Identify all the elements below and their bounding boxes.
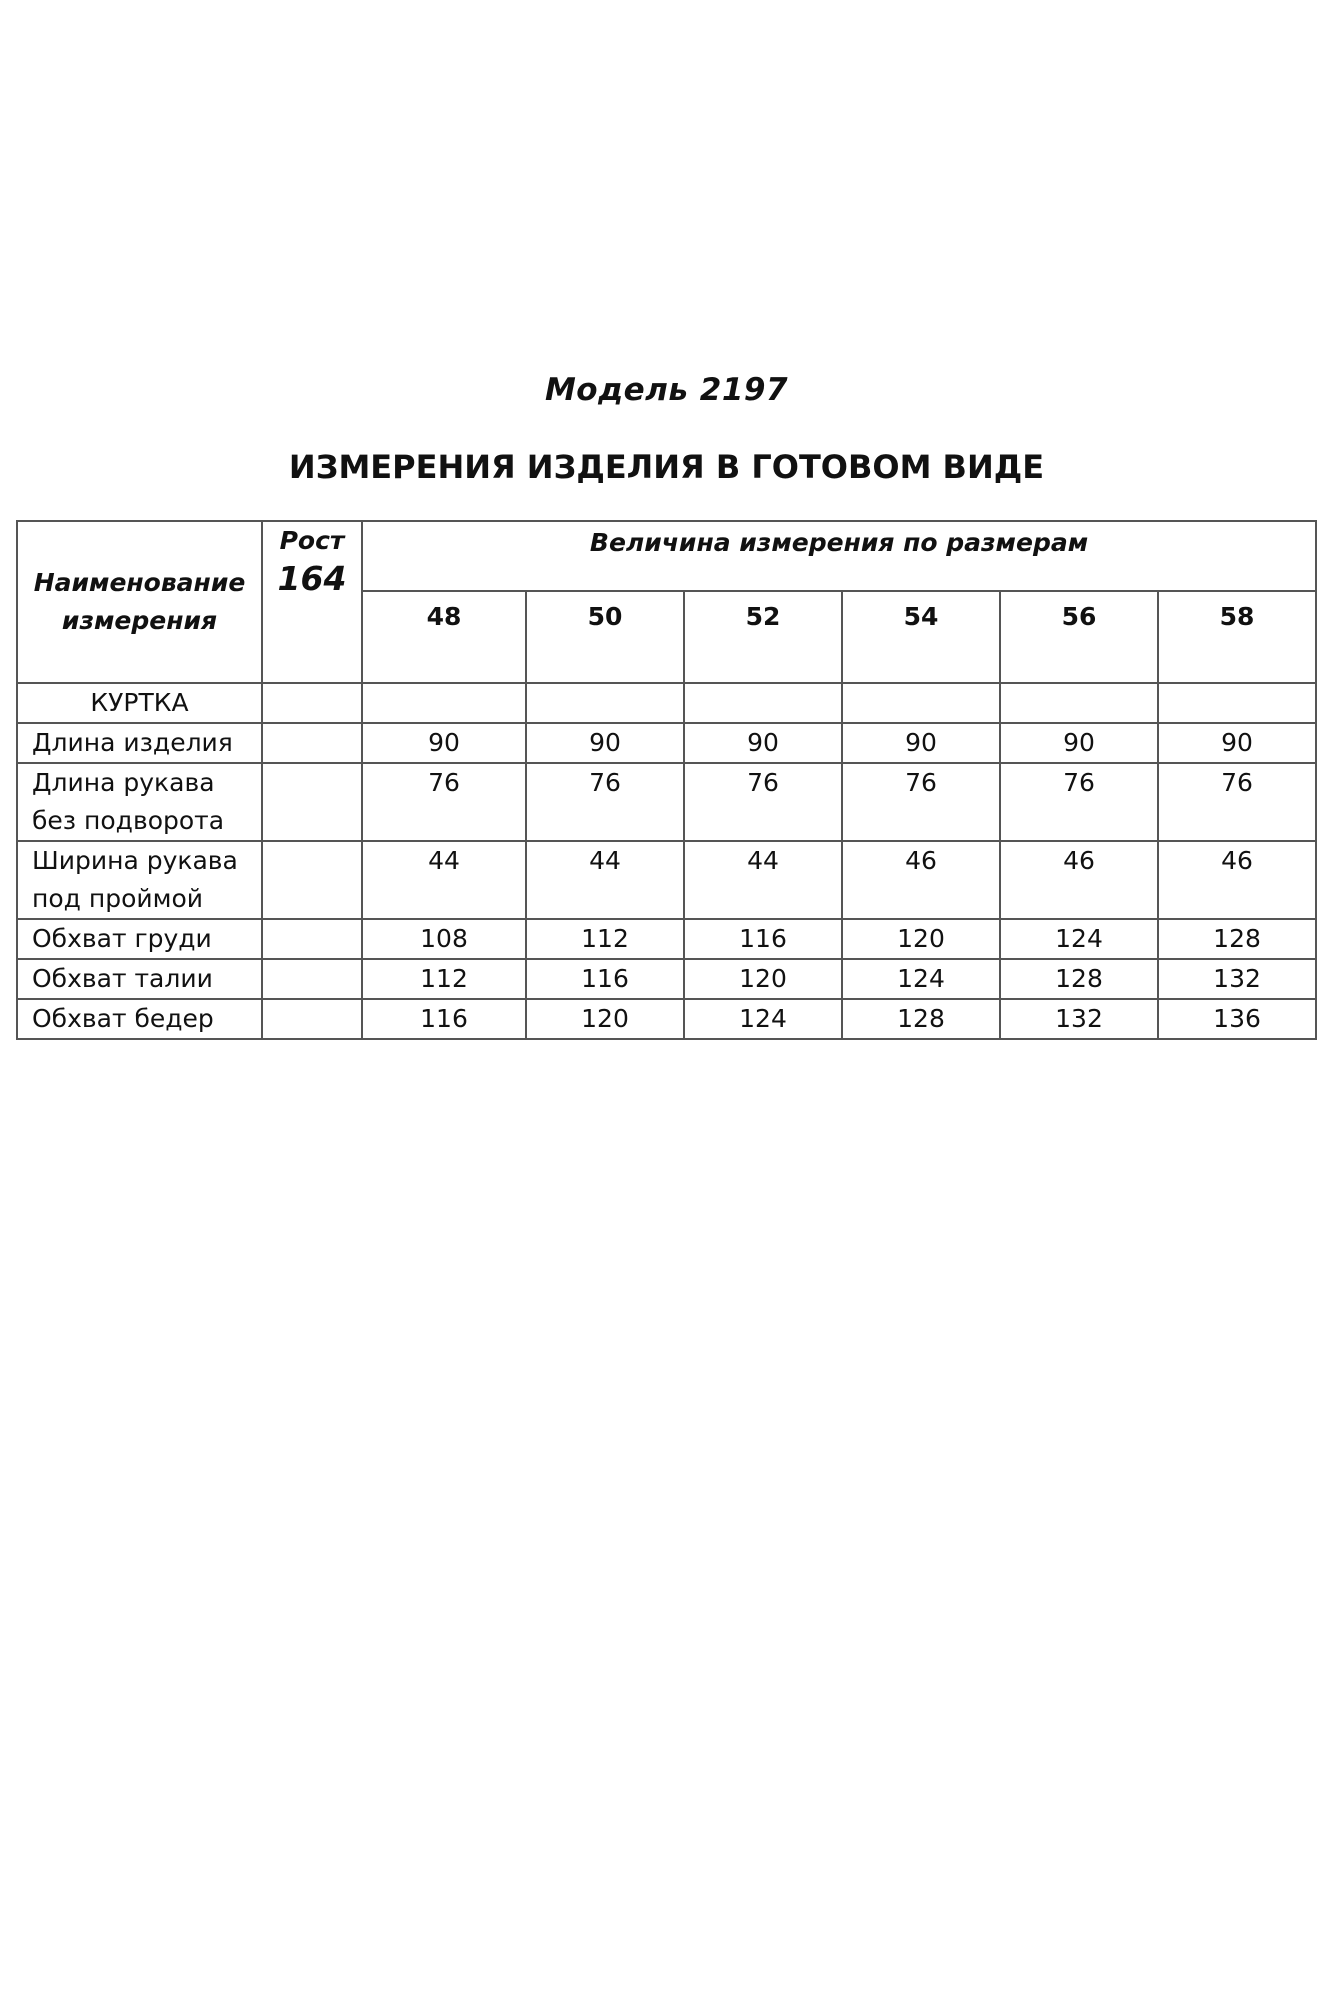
table-row (17, 841, 1316, 919)
measurement-value: 116 (684, 919, 842, 959)
table-row (17, 763, 1316, 841)
section-label: КУРТКА (17, 683, 262, 723)
empty-cell (1158, 683, 1316, 723)
measurement-value: 120 (526, 999, 684, 1039)
measurement-label: Обхват бедер (17, 999, 262, 1039)
measurement-value: 76 (526, 763, 684, 841)
empty-cell (526, 683, 684, 723)
measurement-value: 44 (362, 841, 526, 919)
page-title: ИЗМЕРЕНИЯ ИЗДЕЛИЯ В ГОТОВОМ ВИДЕ (288, 448, 1045, 486)
measurement-value: 136 (1158, 999, 1316, 1039)
measurement-value: 76 (1158, 763, 1316, 841)
measurement-value: 116 (362, 999, 526, 1039)
size-header: 50 (526, 591, 684, 683)
measurement-label: Длина рукава без подворота (17, 763, 262, 841)
measurement-value: 44 (684, 841, 842, 919)
measurement-value: 76 (842, 763, 1000, 841)
header-row (17, 521, 1316, 591)
measurement-value: 116 (526, 959, 684, 999)
growth-cell (262, 723, 362, 763)
growth-cell (262, 841, 362, 919)
measurement-value: 90 (526, 723, 684, 763)
measurement-value: 46 (1158, 841, 1316, 919)
measurement-value: 112 (362, 959, 526, 999)
empty-cell (842, 683, 1000, 723)
measurement-value: 124 (684, 999, 842, 1039)
size-header: 58 (1158, 591, 1316, 683)
growth-cell (262, 959, 362, 999)
growth-cell (262, 999, 362, 1039)
measurement-value: 132 (1158, 959, 1316, 999)
growth-cell (262, 763, 362, 841)
size-header: 56 (1000, 591, 1158, 683)
empty-cell (362, 683, 526, 723)
measurement-value: 90 (362, 723, 526, 763)
section-row (17, 683, 1316, 723)
measurement-value: 120 (684, 959, 842, 999)
measurement-label: Ширина рукава под проймой (17, 841, 262, 919)
measurement-label: Обхват груди (17, 919, 262, 959)
growth-header (262, 521, 362, 683)
measurement-value: 90 (1158, 723, 1316, 763)
measurement-value: 128 (1158, 919, 1316, 959)
size-header: 54 (842, 591, 1000, 683)
measurement-label: Обхват талии (17, 959, 262, 999)
growth-cell (262, 919, 362, 959)
measurement-value: 90 (1000, 723, 1158, 763)
measurement-value: 124 (1000, 919, 1158, 959)
table-row (17, 999, 1316, 1039)
model-title: Модель 2197 (544, 372, 789, 408)
measurement-value: 90 (684, 723, 842, 763)
growth-value: 164 (277, 559, 347, 598)
measurement-value: 108 (362, 919, 526, 959)
table-row (17, 723, 1316, 763)
measurement-value: 128 (842, 999, 1000, 1039)
measurement-value: 76 (1000, 763, 1158, 841)
empty-cell (1000, 683, 1158, 723)
measurement-value: 124 (842, 959, 1000, 999)
measurement-value: 120 (842, 919, 1000, 959)
measurement-value: 46 (1000, 841, 1158, 919)
measurement-value: 76 (362, 763, 526, 841)
measurement-value: 128 (1000, 959, 1158, 999)
measurement-value: 76 (684, 763, 842, 841)
measurement-value: 90 (842, 723, 1000, 763)
table-row (17, 959, 1316, 999)
growth-label: Рост (279, 526, 345, 555)
measurement-label: Длина изделия (17, 723, 262, 763)
size-header: 52 (684, 591, 842, 683)
measurement-value: 44 (526, 841, 684, 919)
table-row (17, 919, 1316, 959)
measurement-value: 112 (526, 919, 684, 959)
size-header: 48 (362, 591, 526, 683)
empty-cell (684, 683, 842, 723)
measurement-name-header: Наименование измерения (17, 521, 262, 683)
measurement-value: 46 (842, 841, 1000, 919)
measurement-value: 132 (1000, 999, 1158, 1039)
sizes-header: Величина измерения по размерам (362, 521, 1316, 591)
measurements-table (16, 520, 1317, 1040)
empty-cell (262, 683, 362, 723)
